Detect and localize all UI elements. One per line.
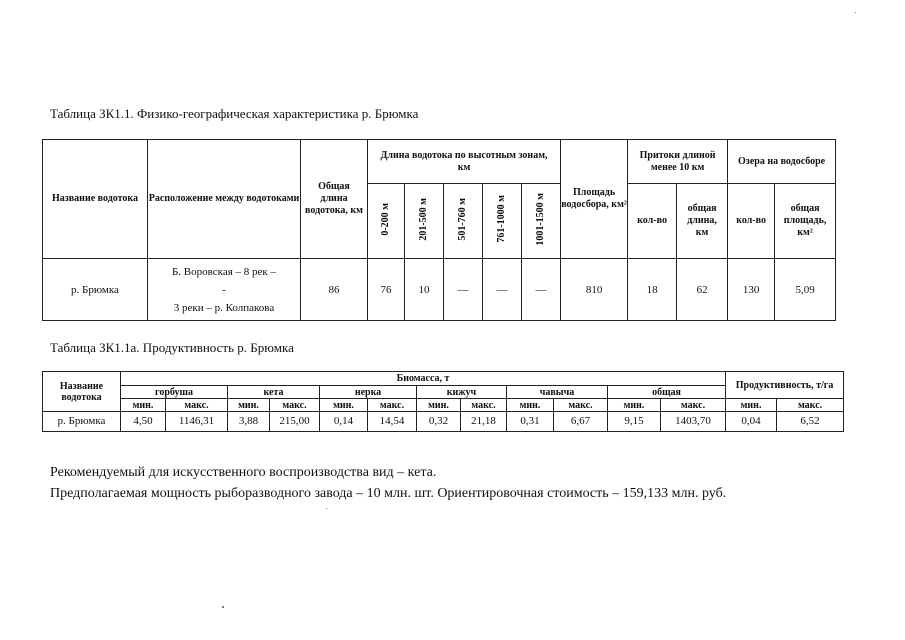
value-cell: 6,52 <box>777 412 844 432</box>
header-max: макс. <box>661 399 726 412</box>
header-max: макс. <box>554 399 608 412</box>
header-lakes-count: кол-во <box>728 184 775 259</box>
header-zone-3 <box>444 184 483 259</box>
scan-speck <box>855 12 856 13</box>
value-cell: 4,50 <box>121 412 166 432</box>
capacity-text: Предполагаемая мощность рыборазводного завода – 10 млн. шт. Ориентировочная стоимость – 159,133 млн. руб. <box>50 486 727 501</box>
location-line-1: Б. Воровская – 8 рек – <box>171 265 276 278</box>
row-zone-2: 10 <box>405 259 444 321</box>
value-cell: 1403,70 <box>661 412 726 432</box>
header-species-nerka: нерка <box>320 386 417 399</box>
value-cell: 215,00 <box>270 412 320 432</box>
header-length: Общая длина водотока, км <box>301 140 368 259</box>
header-max: макс. <box>368 399 417 412</box>
value-cell: 0,04 <box>726 412 777 432</box>
header-productivity: Продуктивность, т/га <box>726 372 844 399</box>
value-cell: 0,32 <box>417 412 461 432</box>
header-min: мин. <box>417 399 461 412</box>
value-cell: 0,31 <box>507 412 554 432</box>
location-line-3: 3 реки – р. Колпакова <box>173 301 275 314</box>
row-lakes-area: 5,09 <box>775 259 836 321</box>
header-min: мин. <box>121 399 166 412</box>
header-lakes-area: общая площадь, км² <box>775 184 836 259</box>
row-zone-5: — <box>522 259 561 321</box>
row-name: р. Брюмка <box>43 259 148 321</box>
header-min: мин. <box>608 399 661 412</box>
header-max: макс. <box>777 399 844 412</box>
header-location: Расположение между водотоками <box>148 140 301 259</box>
header-min: мин. <box>228 399 270 412</box>
header-lakes-group: Озера на водосборе <box>728 140 836 184</box>
header-name: Название водотока <box>43 140 148 259</box>
header-area-text: Площадь водосбора, км² <box>561 187 627 210</box>
table2-caption: Таблица ЗК1.1а. Продуктивность р. Брюмка <box>50 340 294 355</box>
header-max: макс. <box>461 399 507 412</box>
recommendation-text: Рекомендуемый для искусственного воспроизводства вид – кета. <box>50 465 437 480</box>
header-species-chavycha: чавыча <box>507 386 608 399</box>
header-zones-group: Длина водотока по высотным зонам, км <box>368 140 561 184</box>
header-trib-count: кол-во <box>628 184 677 259</box>
header-min: мин. <box>320 399 368 412</box>
header-max: макс. <box>166 399 228 412</box>
header-species-kizhuch: кижуч <box>417 386 507 399</box>
row-trib-count: 18 <box>628 259 677 321</box>
value-cell: 9,15 <box>608 412 661 432</box>
header-species-gorbusha: горбуша <box>121 386 228 399</box>
header-min: мин. <box>726 399 777 412</box>
header-tributaries-group: Притоки длиной менее 10 км <box>628 140 728 184</box>
header-zone-5 <box>522 184 561 259</box>
header-zone-1 <box>368 184 405 259</box>
header-area <box>561 140 628 259</box>
header-species-total: общая <box>608 386 726 399</box>
zone-label-3: 501-760 м <box>457 197 468 241</box>
value-cell: 3,88 <box>228 412 270 432</box>
zone-label-4: 761-1000 м <box>496 195 507 243</box>
header-min: мин. <box>507 399 554 412</box>
row-location <box>148 259 301 321</box>
row-length: 86 <box>301 259 368 321</box>
header-zone-2 <box>405 184 444 259</box>
table-row <box>43 259 836 321</box>
row-lakes-count: 130 <box>728 259 775 321</box>
value-cell: 6,67 <box>554 412 608 432</box>
row-trib-length: 62 <box>677 259 728 321</box>
header-name: Название водотока <box>43 372 121 412</box>
location-line-2: - <box>222 283 226 296</box>
scan-speck <box>222 606 224 608</box>
value-cell: 14,54 <box>368 412 417 432</box>
header-max: макс. <box>270 399 320 412</box>
table1-caption: Таблица ЗК1.1. Физико-географическая характеристика р. Брюмка <box>50 106 419 121</box>
row-zone-4: — <box>483 259 522 321</box>
zone-label-1: 0-200 м <box>380 202 391 236</box>
header-trib-length: общая длина, км <box>677 184 728 259</box>
productivity-table <box>42 371 844 432</box>
value-cell: 1146,31 <box>166 412 228 432</box>
value-cell: 21,18 <box>461 412 507 432</box>
zone-label-2: 201-500 м <box>418 197 429 241</box>
scan-speck <box>326 508 327 509</box>
row-area: 810 <box>561 259 628 321</box>
value-cell: 0,14 <box>320 412 368 432</box>
table-row <box>43 412 844 432</box>
physical-geographic-table <box>42 139 836 321</box>
header-zone-4 <box>483 184 522 259</box>
header-species-keta: кета <box>228 386 320 399</box>
row-zone-1: 76 <box>368 259 405 321</box>
row-zone-3: — <box>444 259 483 321</box>
zone-label-5: 1001-1500 м <box>535 192 547 246</box>
header-biomass: Биомасса, т <box>121 372 726 386</box>
row-name: р. Брюмка <box>43 412 121 432</box>
